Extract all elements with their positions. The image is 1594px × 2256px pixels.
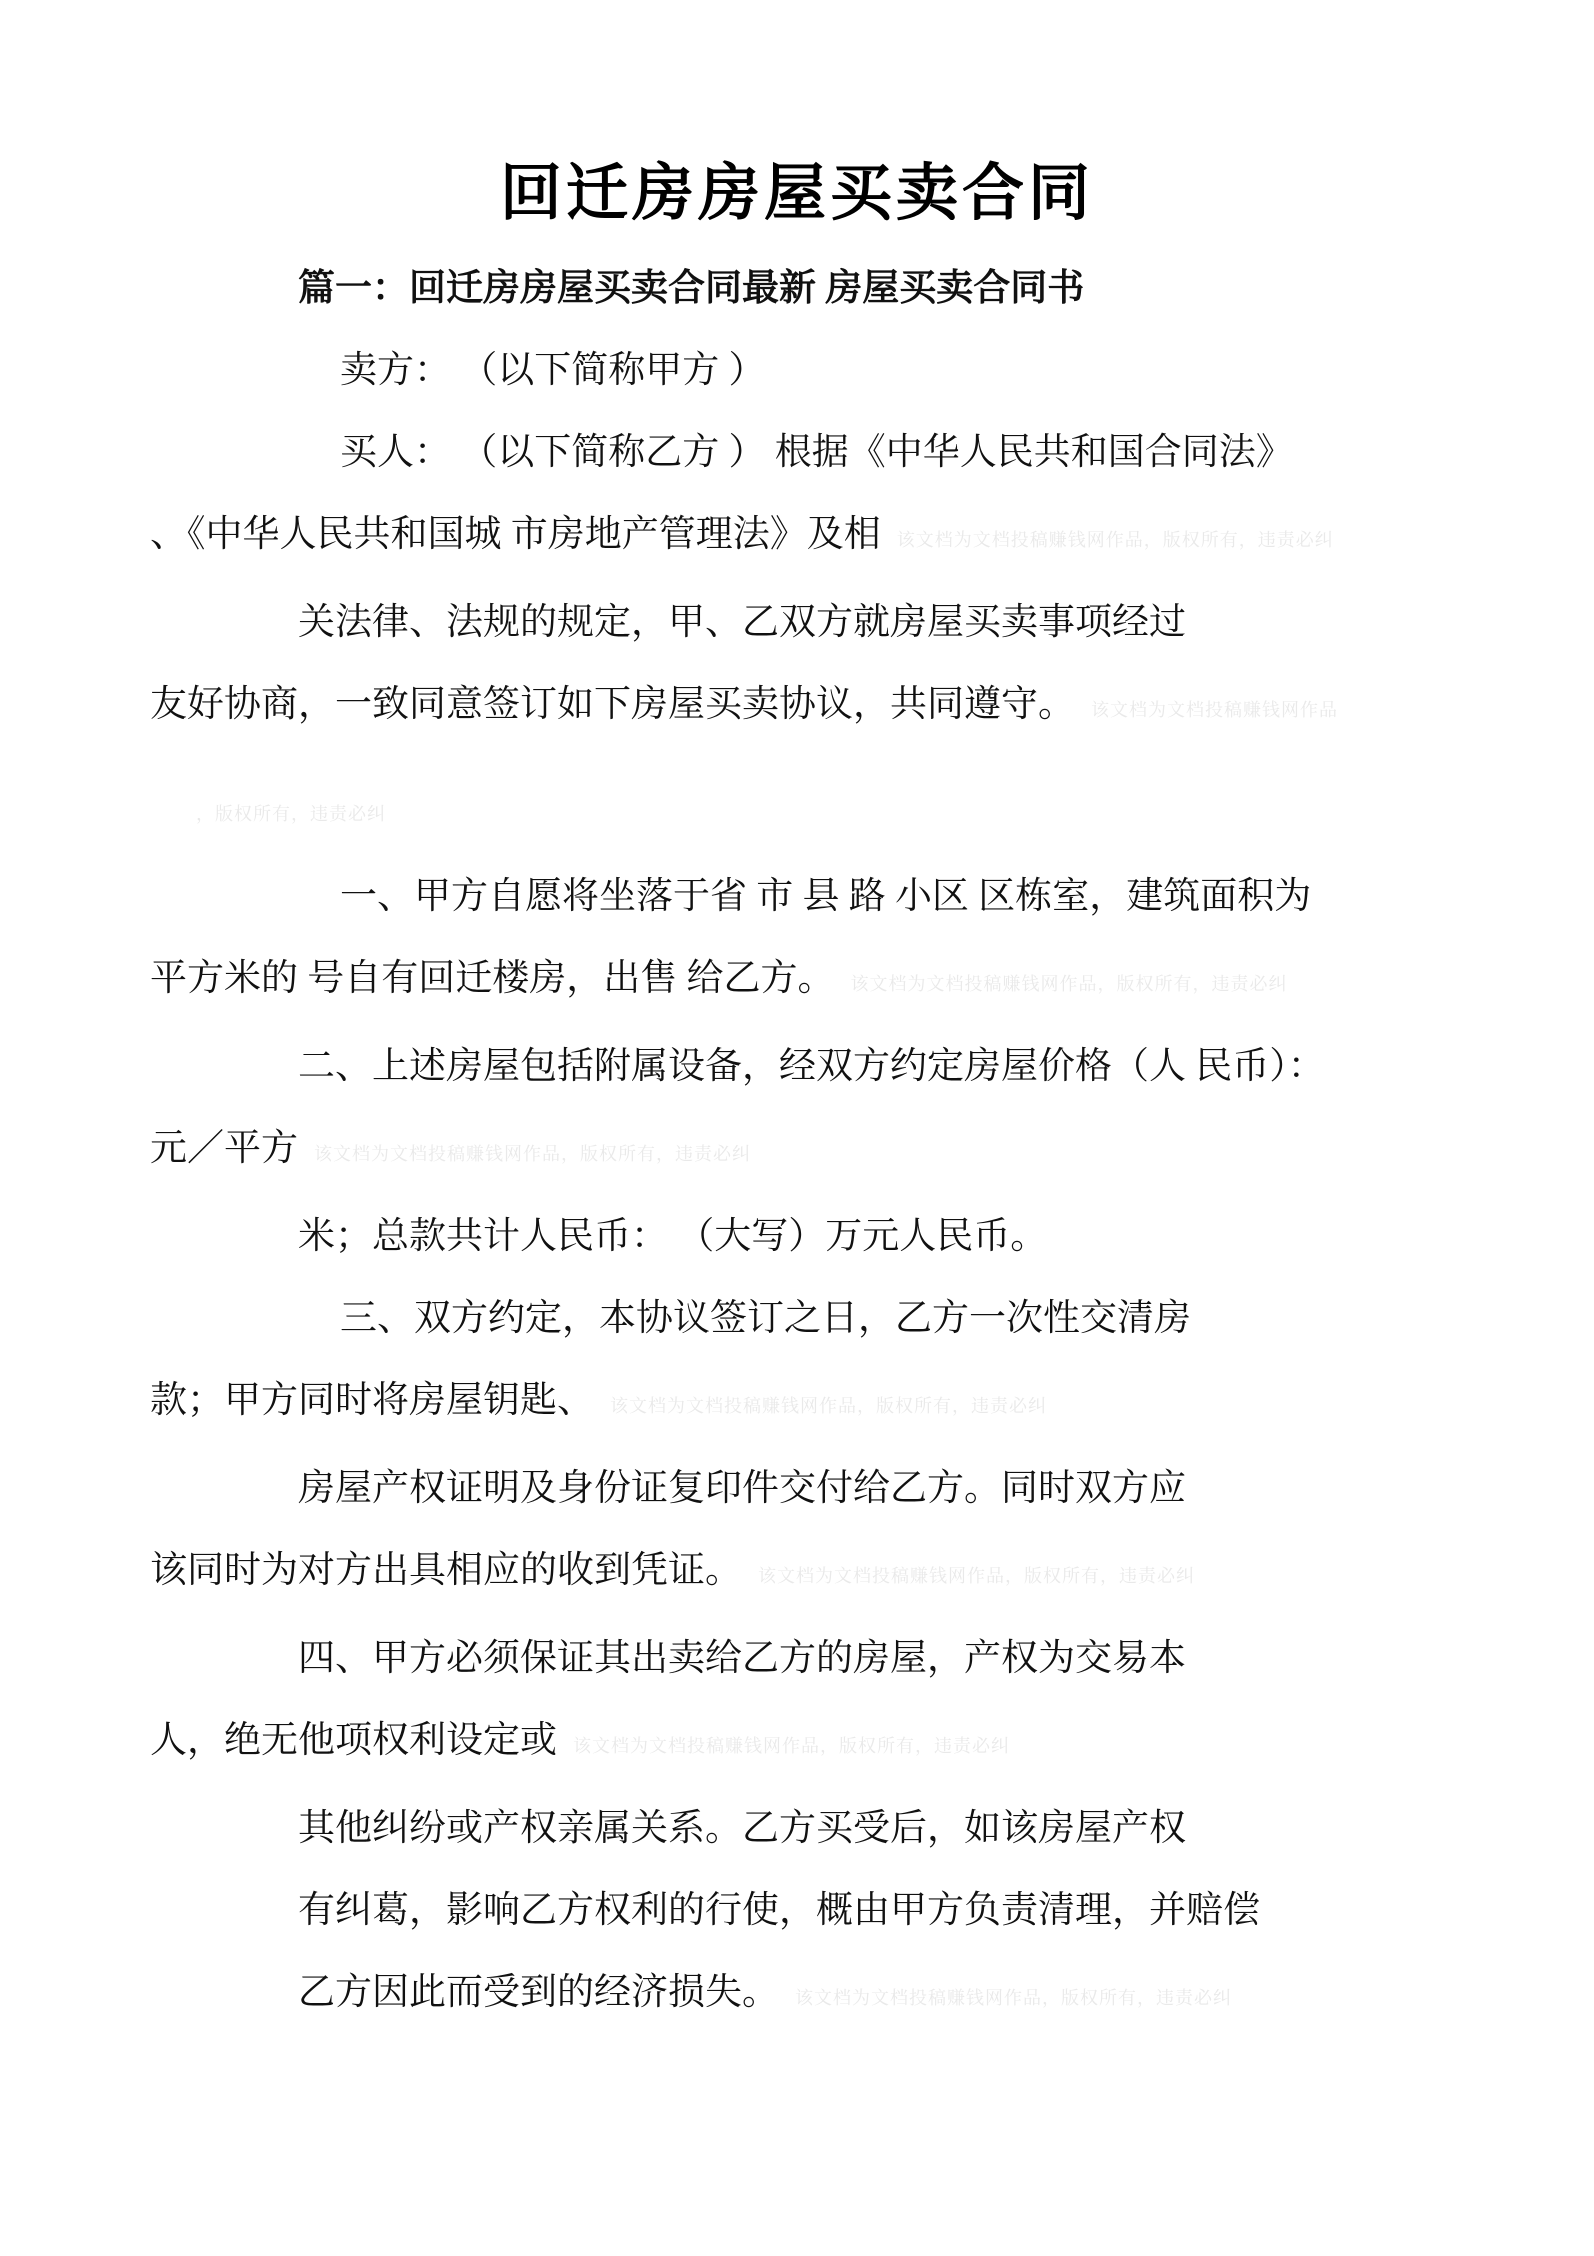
line-text: 四、甲方必须保证其出卖给乙方的房屋，产权为交易本 xyxy=(298,1638,1186,1679)
line-text: 篇一：回迁房房屋买卖合同最新 房屋买卖合同书 xyxy=(298,268,1085,309)
text-line xyxy=(150,856,1444,938)
text-line xyxy=(150,1026,1444,1108)
line-text: 乙方因此而受到的经济损失。 xyxy=(298,1972,779,2013)
text-line xyxy=(150,1278,1444,1360)
text-line xyxy=(150,248,1444,330)
text-line xyxy=(150,582,1444,664)
watermark: 该文档为文档投稿赚钱网作品，版权所有，违责必纠 xyxy=(896,530,1334,551)
watermark: 该文档为文档投稿赚钱网作品，版权所有，违责必纠 xyxy=(795,1988,1232,2009)
text-line xyxy=(150,1448,1444,1530)
text-line xyxy=(150,1360,1444,1448)
text-line xyxy=(150,1870,1444,1952)
text-line xyxy=(150,494,1444,582)
watermark: 该文档为文档投稿赚钱网作品，版权所有，违责必纠 xyxy=(573,1736,1010,1757)
text-line xyxy=(150,1952,1444,2040)
text-line xyxy=(150,1700,1444,1788)
document-title: 回迁房房屋买卖合同 xyxy=(499,156,1094,229)
text-line xyxy=(150,330,1444,412)
line-text: 米；总款共计人民币： （大写）万元人民币。 xyxy=(298,1216,1048,1257)
watermark: 该文档为文档投稿赚钱网作品，版权所有，违责必纠 xyxy=(314,1144,751,1165)
watermark: 该文档为文档投稿赚钱网作品，版权所有，违责必纠 xyxy=(850,974,1288,995)
watermark: 该文档为文档投稿赚钱网作品，版权所有，违责必纠 xyxy=(758,1566,1195,1587)
text-line xyxy=(150,664,1444,752)
line-text: 关法律、法规的规定，甲、乙双方就房屋买卖事项经过 xyxy=(298,602,1186,643)
text-line xyxy=(150,1788,1444,1870)
line-text: 买人： （以下简称乙方 ） 根据《中华人民共和国合同法》 xyxy=(340,432,1293,473)
watermark-line xyxy=(150,768,1444,856)
text-line xyxy=(150,412,1444,494)
text-line xyxy=(150,1196,1444,1278)
line-text: 三、双方约定，本协议签订之日，乙方一次性交清房 xyxy=(340,1298,1191,1339)
line-text: 款；甲方同时将房屋钥匙、 xyxy=(150,1380,594,1421)
line-text: 有纠葛，影响乙方权利的行使，概由甲方负责清理，并赔偿 xyxy=(298,1890,1260,1931)
watermark: ，版权所有，违责必纠 xyxy=(196,804,386,825)
text-line xyxy=(150,1618,1444,1700)
line-text: 人，绝无他项权利设定或 xyxy=(150,1720,557,1761)
line-text: 房屋产权证明及身份证复印件交付给乙方。同时双方应 xyxy=(298,1468,1186,1509)
line-text: 友好协商，一致同意签订如下房屋买卖协议，共同遵守。 xyxy=(150,684,1075,725)
watermark: 该文档为文档投稿赚钱网作品 xyxy=(1091,700,1338,721)
line-text: 该同时为对方出具相应的收到凭证。 xyxy=(150,1550,742,1591)
line-text: 平方米的 号自有回迁楼房，出售 给乙方。 xyxy=(150,958,835,999)
line-text: 一、甲方自愿将坐落于省 市 县 路 小区 区栋室，建筑面积为 xyxy=(340,876,1312,917)
line-text: 卖方： （以下简称甲方 ） xyxy=(340,350,766,391)
text-line xyxy=(150,938,1444,1026)
watermark: 该文档为文档投稿赚钱网作品，版权所有，违责必纠 xyxy=(610,1396,1047,1417)
line-text: 二、上述房屋包括附属设备，经双方约定房屋价格（人 民币）： xyxy=(298,1046,1325,1087)
text-line xyxy=(150,1530,1444,1618)
line-text: 其他纠纷或产权亲属关系。乙方买受后，如该房屋产权 xyxy=(298,1808,1186,1849)
text-line xyxy=(150,1108,1444,1196)
line-text: 元／平方 xyxy=(150,1128,298,1169)
line-text: 、《中华人民共和国城 市房地产管理法》及相 xyxy=(150,514,881,555)
